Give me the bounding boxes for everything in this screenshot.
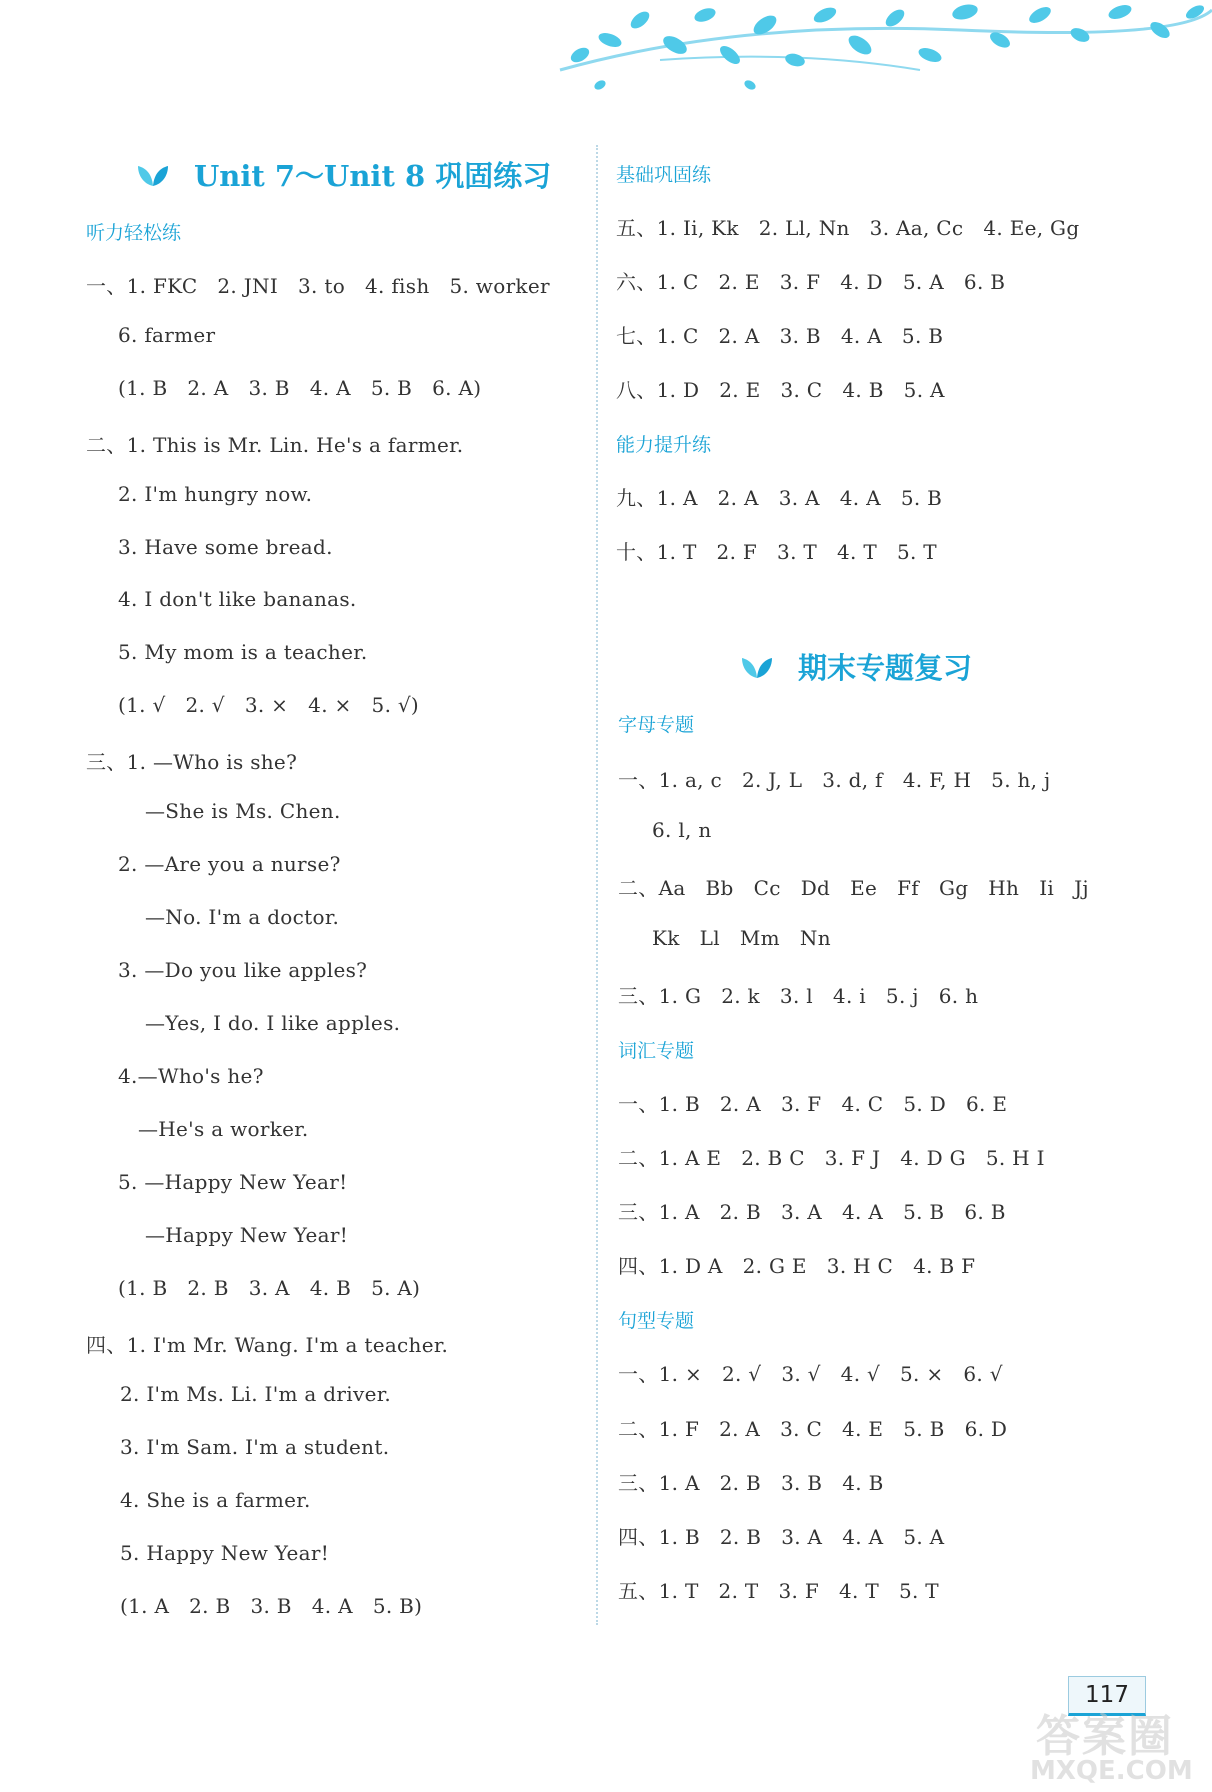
answer-line: —Yes, I do. I like apples. <box>145 1011 401 1035</box>
answer-line: 八、1. D 2. E 3. C 4. B 5. A <box>616 378 945 402</box>
answer-line: 三、1. A 2. B 3. A 4. A 5. B 6. B <box>618 1200 1006 1224</box>
column-divider <box>596 145 598 1625</box>
answer-line: 二、1. This is Mr. Lin. He's a farmer. <box>86 433 464 457</box>
answer-line: 4. I don't like bananas. <box>118 587 357 611</box>
answer-line: 3. Have some bread. <box>118 535 333 559</box>
answer-line: 九、1. A 2. A 3. A 4. A 5. B <box>616 486 943 510</box>
answer-line: (1. B 2. A 3. B 4. A 5. B 6. A) <box>118 376 482 400</box>
watermark <box>1030 1700 1210 1792</box>
answer-line: 2. I'm Ms. Li. I'm a driver. <box>120 1382 392 1406</box>
subsection-heading: 能力提升练 <box>616 434 712 456</box>
section-title <box>136 154 551 195</box>
answer-line: 一、1. a, c 2. J, L 3. d, f 4. F, H 5. h, j <box>618 768 1051 792</box>
answer-line: 三、1. —Who is she? <box>86 750 298 774</box>
answer-line: 5. —Happy New Year! <box>118 1170 348 1194</box>
answer-line: (1. A 2. B 3. B 4. A 5. B) <box>120 1594 423 1618</box>
title-text: Unit 7～Unit 8 巩固练习 <box>194 159 552 193</box>
answer-line: 三、1. A 2. B 3. B 4. B <box>618 1471 884 1495</box>
answer-line: 一、1. × 2. √ 3. √ 4. √ 5. × 6. √ <box>618 1362 1003 1386</box>
answer-line: —He's a worker. <box>138 1117 309 1141</box>
answer-line: 六、1. C 2. E 3. F 4. D 5. A 6. B <box>616 270 1006 294</box>
answer-line: 2. I'm hungry now. <box>118 482 313 506</box>
answer-line: (1. √ 2. √ 3. × 4. × 5. √) <box>118 693 420 717</box>
leaf-branch-decoration <box>540 0 1212 110</box>
answer-line: 四、1. B 2. B 3. A 4. A 5. A <box>618 1525 945 1549</box>
section-title <box>740 646 972 687</box>
subsection-heading: 听力轻松练 <box>86 222 182 244</box>
page-number: 117 <box>1068 1676 1146 1716</box>
answer-line: 三、1. G 2. k 3. l 4. i 5. j 6. h <box>618 984 979 1008</box>
answer-line: —No. I'm a doctor. <box>145 905 340 929</box>
answer-line: 四、1. D A 2. G E 3. H C 4. B F <box>618 1254 976 1278</box>
answer-line: —She is Ms. Chen. <box>145 799 341 823</box>
answer-line: 五、1. T 2. T 3. F 4. T 5. T <box>618 1579 939 1603</box>
answer-line: 四、1. I'm Mr. Wang. I'm a teacher. <box>86 1333 449 1357</box>
leaf-icon <box>136 162 170 188</box>
answer-line: 6. l, n <box>652 818 712 842</box>
answer-line: 3. I'm Sam. I'm a student. <box>120 1435 390 1459</box>
answer-line: (1. B 2. B 3. A 4. B 5. A) <box>118 1276 421 1300</box>
answer-line: 七、1. C 2. A 3. B 4. A 5. B <box>616 324 944 348</box>
answer-line: 十、1. T 2. F 3. T 4. T 5. T <box>616 540 937 564</box>
subsection-heading: 基础巩固练 <box>616 164 712 186</box>
watermark-top: 答案圈 <box>1036 1711 1174 1762</box>
answer-line: 一、1. FKC 2. JNI 3. to 4. fish 5. worker <box>86 274 550 298</box>
answer-line: 5. My mom is a teacher. <box>118 640 368 664</box>
subsection-heading: 字母专题 <box>618 714 695 736</box>
title-text: 期末专题复习 <box>798 651 973 685</box>
answer-line: 3. —Do you like apples? <box>118 958 368 982</box>
answer-line: 5. Happy New Year! <box>120 1541 330 1565</box>
answer-line: 4. She is a farmer. <box>120 1488 311 1512</box>
subsection-heading: 词汇专题 <box>618 1040 695 1062</box>
answer-line: 6. farmer <box>118 323 216 347</box>
answer-line: 二、1. F 2. A 3. C 4. E 5. B 6. D <box>618 1417 1008 1441</box>
watermark-bottom: MXQE.COM <box>1030 1756 1193 1786</box>
leaf-icon <box>740 654 774 680</box>
answer-line: 4.—Who's he? <box>118 1064 264 1088</box>
answer-line: 一、1. B 2. A 3. F 4. C 5. D 6. E <box>618 1092 1008 1116</box>
answer-line: 二、1. A E 2. B C 3. F J 4. D G 5. H I <box>618 1146 1045 1170</box>
answer-line: —Happy New Year! <box>145 1223 349 1247</box>
subsection-heading: 句型专题 <box>618 1310 695 1332</box>
answer-line: 二、Aa Bb Cc Dd Ee Ff Gg Hh Ii Jj <box>618 876 1089 900</box>
answer-line: 2. —Are you a nurse? <box>118 852 341 876</box>
answer-line: Kk Ll Mm Nn <box>652 926 831 950</box>
answer-line: 五、1. Ii, Kk 2. Ll, Nn 3. Aa, Cc 4. Ee, Gg <box>616 216 1080 240</box>
